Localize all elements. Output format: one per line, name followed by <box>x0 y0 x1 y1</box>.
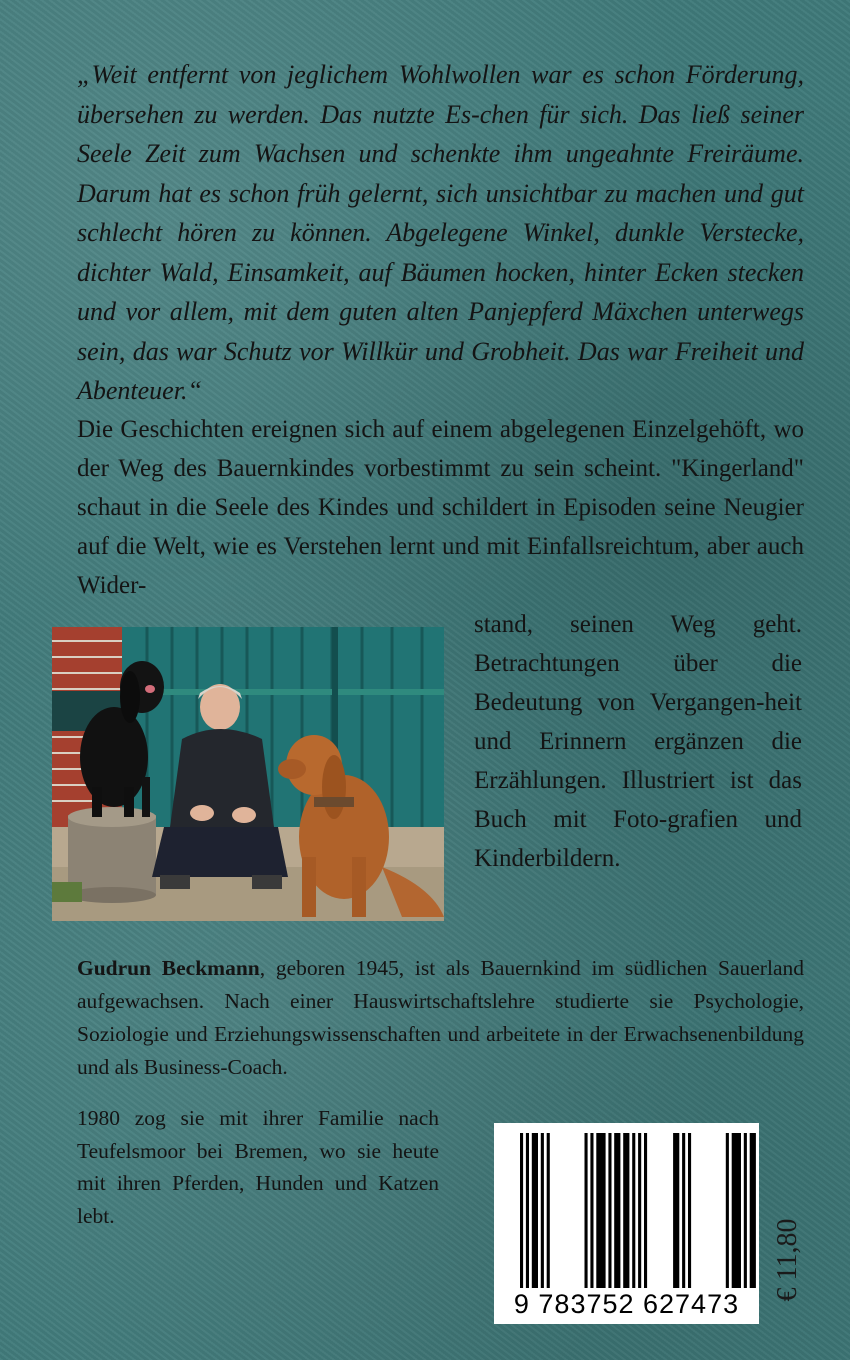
price-text: € 11,80 <box>772 1218 803 1302</box>
barcode-bar <box>596 1133 605 1288</box>
barcode-bar <box>541 1133 544 1288</box>
barcode-bar <box>526 1133 529 1288</box>
price-label <box>763 1190 813 1330</box>
barcode-bar <box>644 1133 647 1288</box>
author-bio <box>77 952 804 1084</box>
barcode-bar <box>732 1133 741 1288</box>
barcode-bar <box>585 1133 588 1288</box>
barcode-bar <box>547 1133 550 1288</box>
barcode-bar <box>682 1133 685 1288</box>
barcode-bar <box>688 1133 691 1288</box>
barcode-bar <box>608 1133 611 1288</box>
isbn-number: 9 783752 627473 <box>513 1289 740 1319</box>
barcode-bar <box>614 1133 620 1288</box>
author-photo <box>52 627 444 921</box>
barcode-bar <box>744 1133 747 1288</box>
book-description-continued: stand, seinen Weg geht. Betrachtungen über die Bedeutung von Vergangen-heit und Erinnern ergänzen die Erzählungen. Illustriert ist das Buch mit Foto-grafien und Kinderbildern. <box>474 611 802 872</box>
author-bio-residence: 1980 zog sie mit ihrer Familie nach Teufelsmoor bei Bremen, wo sie heute mit ihren Pferden, Hunden und Katzen lebt. <box>77 1106 439 1228</box>
isbn-barcode <box>494 1123 759 1324</box>
author-bio-text: , geboren 1945, ist als Bauernkind im südlichen Sauerland aufgewachsen. Nach einer Hauswirtschaftslehre studierte sie Psychologie, Soziologie und Erziehungswissenschaften und arbeitete in der Erwachsenenbildung und als Business-Coach. <box>77 956 804 1079</box>
barcode-bar <box>590 1133 593 1288</box>
barcode-bar <box>673 1133 679 1288</box>
barcode-bar <box>632 1133 635 1288</box>
cover-quote: „Weit entfernt von jeglichem Wohlwollen war es schon Förderung, übersehen zu werden. Das nutzte Es-chen für sich. Das ließ seiner Seele Zeit zum Wachsen und schenkte ihm ungeahnte Freiräume. Darum hat es schon früh gelernt, sich unsichtbar zu machen und gut schlecht hören zu können. Abgelegene Winkel, dunkle Verstecke, dichter Wald, Einsamkeit, auf Bäumen hocken, hinter Ecken stecken und vor allem, mit dem guten alten Panjepferd Mäxchen unterwegs sein, das war Schutz vor Willkür und Grobheit. Das war Freiheit und Abenteuer.“ <box>77 60 804 405</box>
barcode-bar <box>638 1133 641 1288</box>
book-description: Die Geschichten ereignen sich auf einem abgelegenen Einzelgehöft, wo der Weg des Bauernkindes vorbestimmt zu sein scheint. "Kingerland" schaut in die Seele des Kindes und schildert in Episoden seine Neugier auf die Welt, wie es Verstehen lernt und mit Einfallsreichtum, aber auch Wider- <box>77 416 804 599</box>
barcode-bar <box>726 1133 729 1288</box>
barcode-bar <box>520 1133 523 1288</box>
author-name: Gudrun Beckmann <box>77 956 260 980</box>
barcode-bar <box>623 1133 629 1288</box>
barcode-bar <box>532 1133 538 1288</box>
barcode-bar <box>750 1133 756 1288</box>
